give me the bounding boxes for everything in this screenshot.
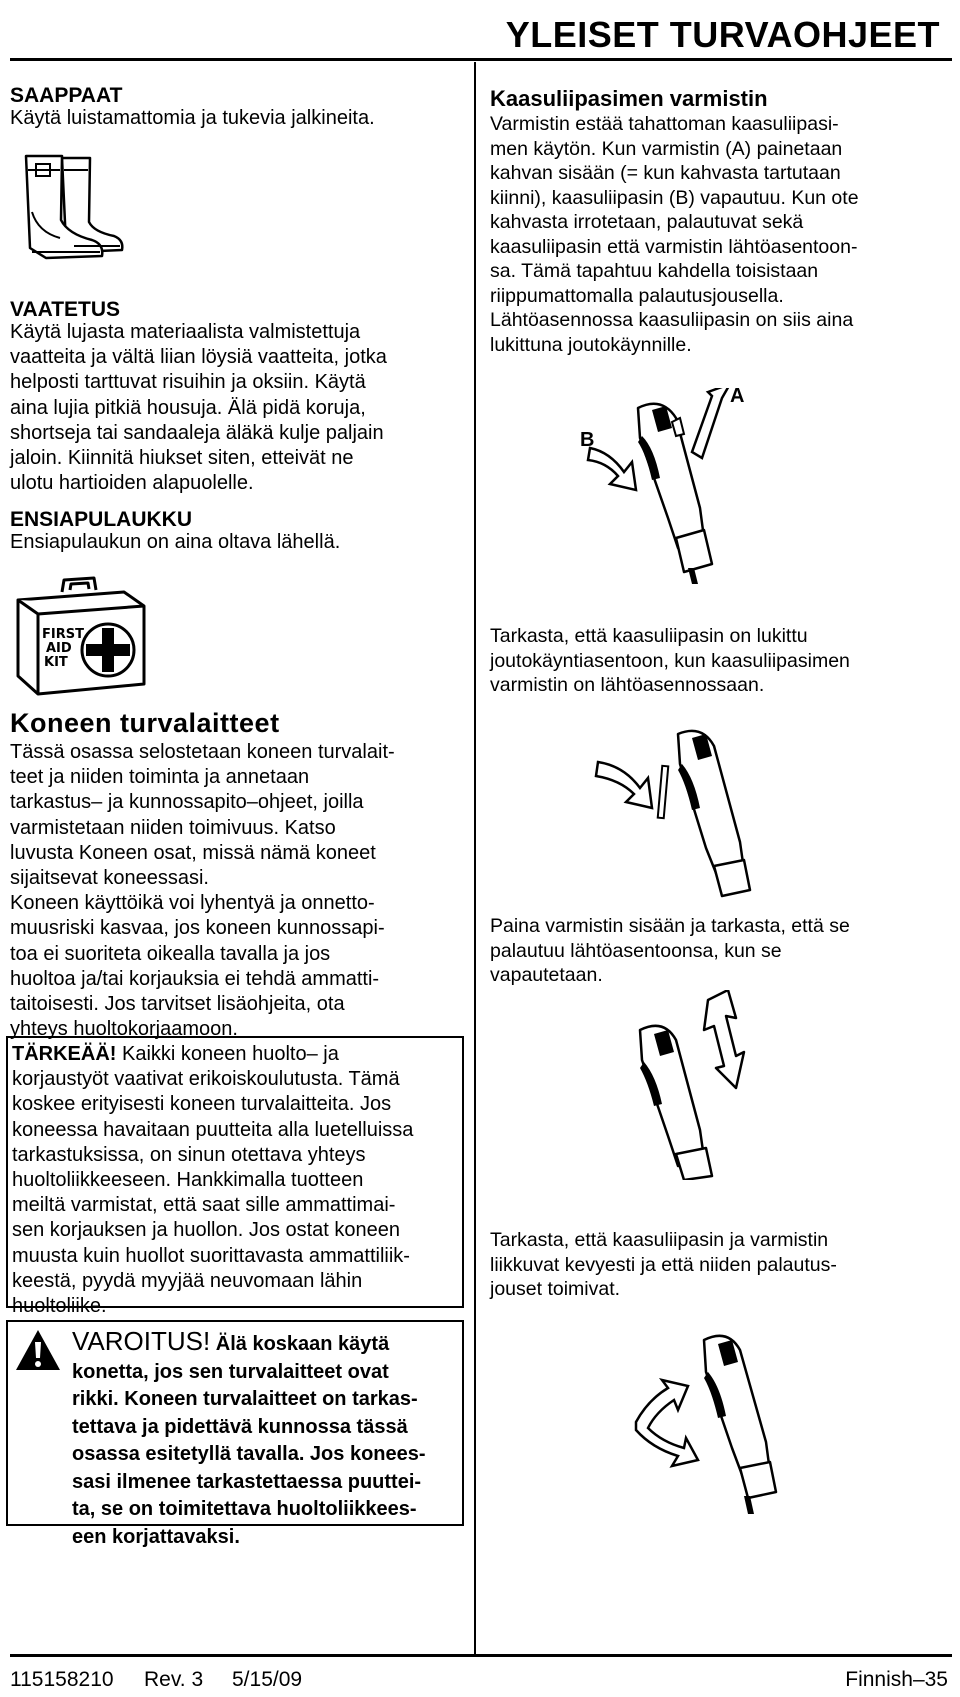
boots-text: Käytä luistamattomia ja tukevia jalkineita. <box>10 107 375 129</box>
safety-line: tarkastus– ja kunnossapito–ohjeet, joilla <box>10 791 364 814</box>
safety-line: luvusta Koneen osat, missä nämä koneet <box>10 841 376 864</box>
throttle-handle-illustration-move <box>628 1316 828 1516</box>
lockout-line: riippumattomalla palautusjousella. <box>490 284 784 307</box>
important-line: tarkastuksissa, on sinun otettava yhteys <box>12 1143 366 1166</box>
kit-label-line: KIT <box>44 655 68 670</box>
warning-line: sasi ilmenee tarkastettaessa puuttei- <box>72 1470 422 1493</box>
lockout-line: Lähtöasennossa kaasuliipasin on siis aina <box>490 309 854 331</box>
label-b: B <box>580 429 595 451</box>
warning-triangle-icon <box>14 1328 62 1372</box>
footer-rule <box>10 1654 952 1657</box>
boots-heading: SAAPPAAT <box>10 84 123 107</box>
check1-text <box>490 624 850 698</box>
safety-line: yhteys huoltokorjaamoon. <box>10 1018 238 1041</box>
warning-line: Älä koskaan käytä <box>210 1333 390 1355</box>
check1-line: Tarkasta, että kaasuliipasin on lukittu <box>490 625 808 647</box>
check2-line: vapautetaan. <box>490 964 603 986</box>
safety-line: taitoisesti. Jos tarvitset lisäohjeita, ota <box>10 993 345 1016</box>
column-divider <box>474 62 476 1654</box>
important-label: TÄRKEÄÄ! <box>12 1043 117 1065</box>
important-line: sen korjauksen ja huollon. Jos ostat koneen <box>12 1219 401 1242</box>
first-aid-text: Ensiapulaukun on aina oltava lähellä. <box>10 531 341 553</box>
throttle-handle-illustration-press <box>620 990 780 1180</box>
warning-line: een korjattavaksi. <box>72 1525 240 1548</box>
lockout-line: sa. Tämä tapahtuu kahdella toisistaan <box>490 260 819 282</box>
revision: Rev. 3 <box>144 1668 204 1691</box>
doc-number: 115158210 <box>10 1668 114 1691</box>
throttle-handle-illustration-locked <box>594 724 794 904</box>
safety-line: varmistetaan niiden toimivuus. Katso <box>10 816 336 839</box>
clothing-line: aina lujia pitkiä housuja. Älä pidä koruja, <box>10 396 366 419</box>
safety-line: muusriski kasvaa, jos koneen kunnossapi- <box>10 917 385 940</box>
warning-text <box>72 1328 426 1551</box>
kit-label-line: AID <box>46 641 72 656</box>
safety-line: teet ja niiden toiminta ja annetaan <box>10 766 310 789</box>
check2-line: palautuu lähtöasentoonsa, kun se <box>490 939 782 962</box>
warning-line: rikki. Koneen turvalaitteet on tarkas- <box>72 1388 418 1410</box>
lockout-text <box>490 112 859 357</box>
safety-line: huoltoa ja/tai korjauksia ei tehdä ammatti- <box>10 967 380 990</box>
clothing-line: helposti tarttuvat risuihin ja oksiin. Käytä <box>10 371 366 394</box>
clothing-text <box>10 320 387 496</box>
safety-heading: Koneen turvalaitteet <box>10 708 280 738</box>
important-line: koneessa havaitaan puutteita alla luetelluissa <box>12 1118 414 1141</box>
clothing-line: vaatteita ja vältä liian löysiä vaatteita, jotka <box>10 346 387 369</box>
check3-line: Tarkasta, että kaasuliipasin ja varmistin <box>490 1229 829 1251</box>
clothing-line: shortseja tai sandaaleja äläkä kulje paljain <box>10 421 384 444</box>
first-aid-heading: ENSIAPULAUKKU <box>10 508 193 531</box>
check2-text <box>490 914 850 988</box>
important-line: Kaikki koneen huolto– ja <box>116 1043 339 1065</box>
safety-text <box>10 740 395 1042</box>
lockout-line: kiinni), kaasuliipasin (B) vapautuu. Kun ote <box>490 186 859 209</box>
warning-line: osassa esitetyllä tavalla. Jos konees- <box>72 1443 426 1465</box>
page: –35 <box>912 1668 948 1691</box>
date: 5/15/09 <box>232 1668 303 1691</box>
important-line: huoltoliike. <box>12 1295 107 1318</box>
page-number <box>845 1668 948 1692</box>
check3-line: liikkuvat kevyesti ja että niiden palautus- <box>490 1253 837 1276</box>
important-line: meiltä varmistat, että saat sille ammattimai- <box>12 1194 396 1217</box>
clothing-line: jaloin. Kiinnitä hiukset siten, etteivät ne <box>10 447 354 470</box>
safety-line: toa ei suoriteta oikealla tavalla ja jos <box>10 942 331 965</box>
lockout-line: lukittuna joutokäynnille. <box>490 333 692 356</box>
kit-label-line: FIRST <box>42 627 84 642</box>
important-line: koskee erityisesti koneen turvalaitteita. Jos <box>12 1093 392 1116</box>
label-a: A <box>730 388 745 407</box>
page-title: YLEISET TURVAOHJEET <box>505 14 940 55</box>
check3-line: jouset toimivat. <box>490 1278 621 1300</box>
warning-label: VAROITUS! <box>72 1326 211 1356</box>
lockout-heading: Kaasuliipasimen varmistin <box>490 86 768 111</box>
lockout-line: Varmistin estää tahattoman kaasuliipasi- <box>490 113 839 135</box>
header-rule <box>10 58 952 61</box>
important-line: korjaustyöt vaativat erikoiskoulutusta. Tämä <box>12 1068 400 1091</box>
lockout-line: kaasuliipasin että varmistin lähtöasentoon- <box>490 235 858 258</box>
check1-line: joutokäyntiasentoon, kun kaasuliipasimen <box>490 649 850 672</box>
lockout-line: kahvan sisään (= kun kahvasta tartutaan <box>490 162 841 184</box>
safety-line: sijaitsevat koneessasi. <box>10 867 209 890</box>
important-text <box>12 1042 413 1319</box>
check3-text <box>490 1228 837 1302</box>
important-line: keestä, pyydä myyjää neuvomaan lähin <box>12 1269 363 1292</box>
lockout-line: kahvasta irrotetaan, palautuvat sekä <box>490 211 804 233</box>
important-line: muusta kuin huollot suorittavasta ammattiliik- <box>12 1244 410 1267</box>
throttle-handle-illustration-ab <box>580 388 780 588</box>
safety-line: Koneen käyttöikä voi lyhentyä ja onnetto- <box>10 892 375 915</box>
warning-line: konetta, jos sen turvalaitteet ovat <box>72 1360 389 1383</box>
check2-line: Paina varmistin sisään ja tarkasta, että se <box>490 915 850 937</box>
lockout-line: men käytön. Kun varmistin (A) painetaan <box>490 137 843 160</box>
important-line: huoltoliikkeeseen. Hankkimalla tuotteen <box>12 1169 364 1192</box>
check1-line: varmistin on lähtöasennossaan. <box>490 674 765 696</box>
clothing-heading: VAATETUS <box>10 298 121 321</box>
language: Finnish <box>845 1668 913 1691</box>
clothing-line: ulotu hartioiden alapuolelle. <box>10 472 254 495</box>
warning-line: ta, se on toimitettava huoltoliikkees- <box>72 1498 417 1520</box>
boots-illustration <box>16 152 126 264</box>
safety-line: Tässä osassa selostetaan koneen turvalait- <box>10 741 395 763</box>
warning-line: tettava ja pidettävä kunnossa tässä <box>72 1415 408 1438</box>
first-aid-kit-illustration <box>12 572 148 696</box>
clothing-line: Käytä lujasta materiaalista valmistettuja <box>10 321 361 343</box>
